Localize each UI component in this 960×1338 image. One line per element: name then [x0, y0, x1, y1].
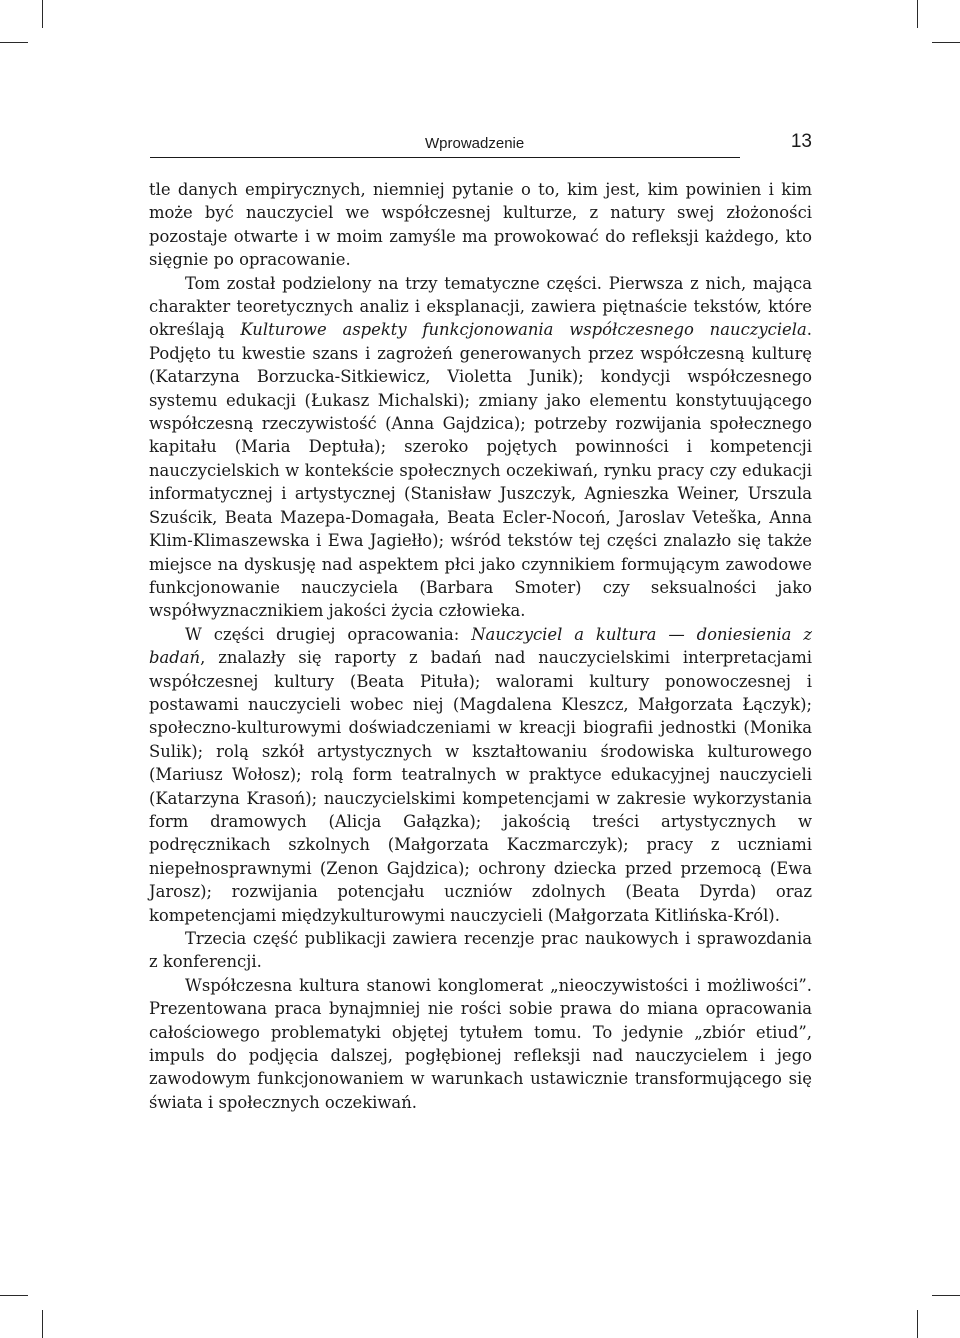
paragraph-4 [149, 927, 812, 974]
crop-mark-top-right [917, 0, 918, 28]
crop-mark-top-left-h [0, 42, 28, 43]
body-text [149, 178, 812, 1114]
paragraph-3-text-a: W części drugiej opracowania: [185, 624, 472, 644]
paragraph-5 [149, 974, 812, 1114]
paragraph-2-text-a: Tom został podzielony na trzy tematyczne części. Pierwsza z nich, mająca charakter teoretycznych analiz i eksplanacji, zawiera piętnaście tekstów, które określają [149, 273, 812, 340]
header-rule [150, 157, 740, 158]
paragraph-1-text: tle danych empirycznych, niemniej pytanie o to, kim jest, kim powinien i kim może być nauczyciel we współczesnej kulturze, z natury swej złożoności pozostaje otwarte i w moim zamyśle ma prowokować do refleksji każdego, kto sięgnie po opracowanie. [149, 180, 812, 270]
paragraph-3-text-b: , znalazły się raporty z badań nad nauczycielskimi interpretacjami współczesnej kultury (Beata Pituła); walorami kultury ponowoczesnej i postawami nauczycieli wobec niej (Magdalena Kleszcz, Małgorzata Łączyk); społeczno-kulturowymi doświadczeniami w kreacji biografii jednostki (Monika Sulik); rolą szkół artystycznych w kształtowaniu środowiska kulturowego (Mariusz Wołosz); rolą form teatralnych w praktyce edukacyjnej nauczycieli (Katarzyna Krasoń); nauczycielskimi kompetencjami w zakresie wykorzystania form dramowych (Alicja Gałązka); jakością treści artystycznych w podręcznikach szkolnych (Małgorzata Kaczmarczyk); pracy z uczniami niepełnosprawnymi (Zenon Gajdzica); ochrony dziecka przed przemocą (Ewa Jarosz); rozwijania potencjału uczniów zdolnych (Beata Dyrda) oraz kompetencjami międzykulturowymi nauczycieli (Małgorzata Kitlińska-Król). [149, 648, 812, 925]
crop-mark-top-left [42, 0, 43, 28]
paragraph-2-text-b: . Podjęto tu kwestie szans i zagrożeń generowanych przez współczesną kulturę (Katarzyna Borzucka-Sitkiewicz, Violetta Junik); kondycji współczesnego systemu edukacji (Łukasz Michalski); zmiany jako elementu konstytuującego współczesną rzeczywistość (Anna Gajdzica); potrzeby rozwijania społecznego kapitału (Maria Deptuła); szeroko pojętych powinności i kompetencji nauczycielskich w kontekście społecznych oczekiwań, rynku pracy czy edukacji informatycznej i artystycznej (Stanisław Juszczyk, Agnieszka Weiner, Urszula Szuścik, Beata Mazepa-Domagała, Beata Ecler-Nocoń, Jaroslav Veteška, Anna Klim-Klimaszewska i Ewa Jagiełło); wśród tekstów tej części znalazło się także miejsce na dyskusję nad aspektem płci jako czynnikiem formującym zawodowe funkcjonowanie nauczyciela (Barbara Smoter) czy seksualności jako współwyznacznikiem jakości życia człowieka. [149, 320, 812, 621]
crop-mark-bottom-right-h [932, 1295, 960, 1296]
paragraph-2 [149, 272, 812, 623]
paragraph-4-text: Trzecia część publikacji zawiera recenzje prac naukowych i sprawozdania z konferencji. [149, 929, 812, 972]
paragraph-3 [149, 623, 812, 927]
paragraph-3-italic-title: Nauczyciel a kultura — doniesienia z badań [149, 624, 812, 668]
paragraph-2-italic-title: Kulturowe aspekty funkcjonowania współczesnego nauczyciela [240, 320, 807, 340]
running-title: Wprowadzenie [425, 135, 525, 152]
paragraph-5-text: Współczesna kultura stanowi konglomerat „nieoczywistości i możliwości”. Prezentowana praca bynajmniej nie rości sobie prawa do miana opracowania całościowego problematyki objętej tytułem tomu. To jedynie „zbiór etiud”, impuls do podjęcia dalszej, pogłębionej refleksji nad nauczycielem i jego zawodowym funkcjonowaniem w warunkach ustawicznie transformującego się świata i społecznych oczekiwań. [149, 975, 812, 1112]
crop-mark-top-right-h [932, 42, 960, 43]
paragraph-1 [149, 178, 812, 272]
crop-mark-bottom-left [42, 1310, 43, 1338]
page-number: 13 [790, 131, 812, 152]
crop-mark-bottom-right [917, 1310, 918, 1338]
running-header [150, 128, 812, 158]
crop-mark-bottom-left-h [0, 1295, 28, 1296]
